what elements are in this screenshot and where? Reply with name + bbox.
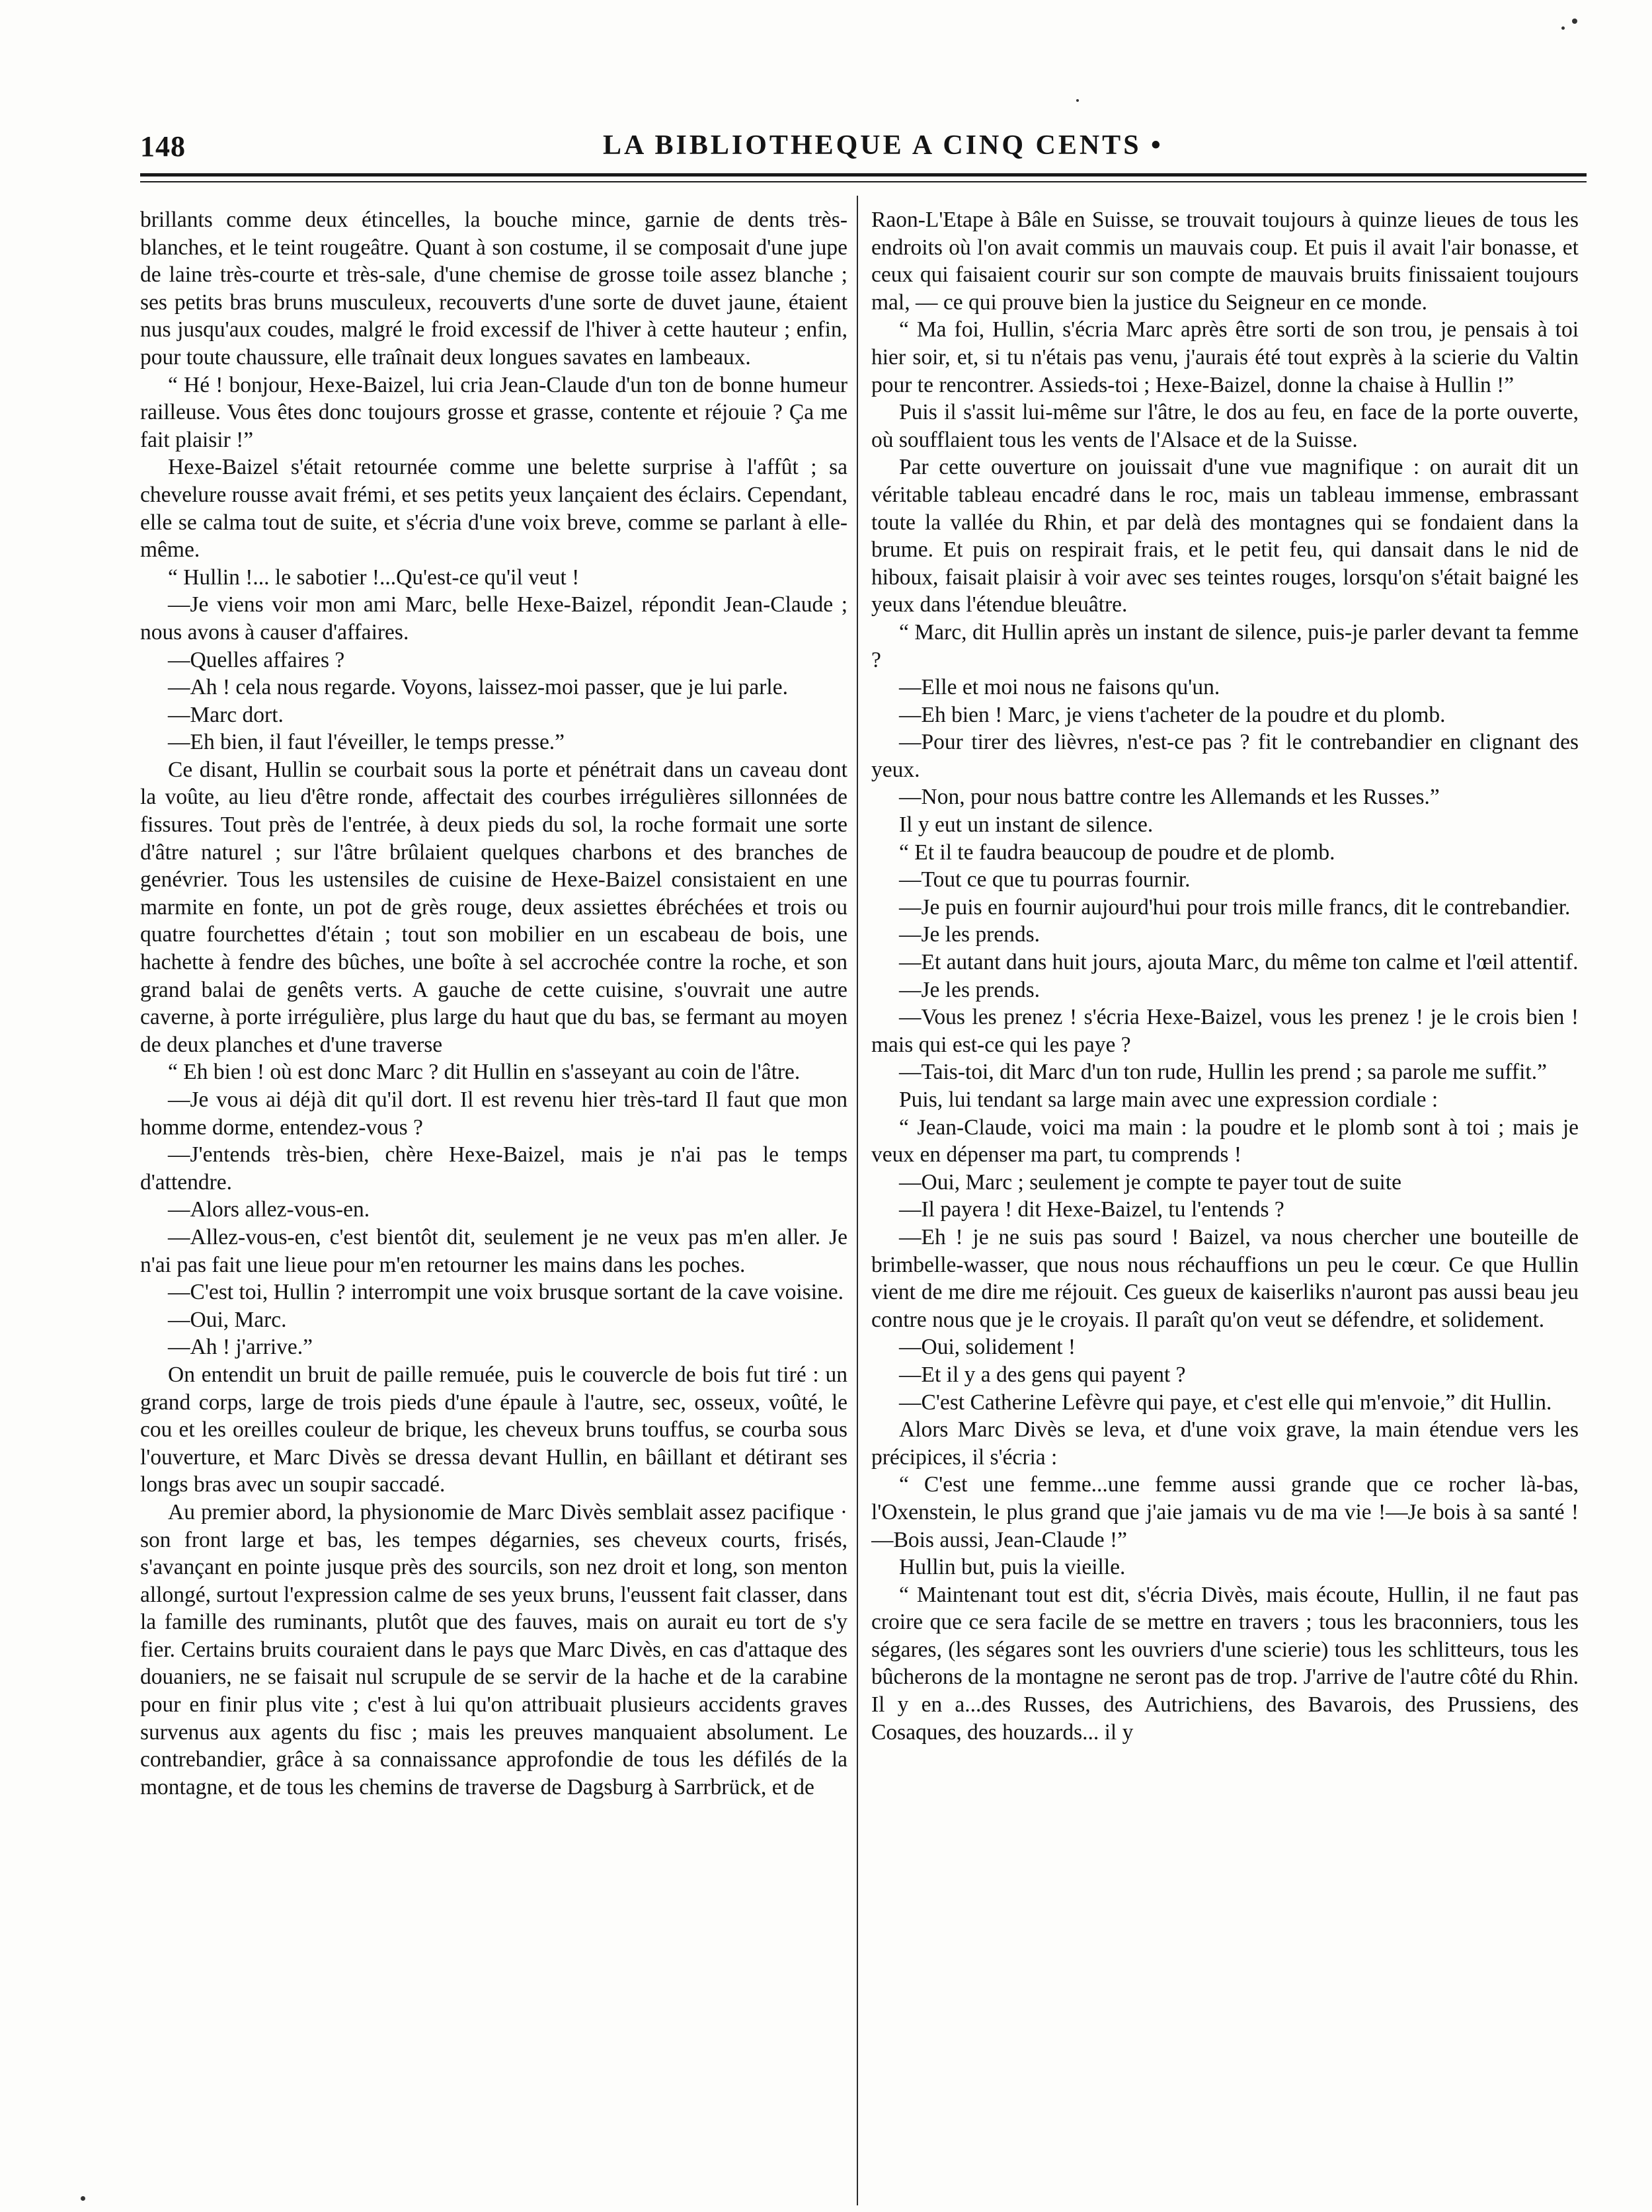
header-rule-thick [140,173,1587,177]
paragraph: —Ah ! j'arrive.” [168,1335,313,1360]
paragraph: —Je viens voir mon ami Marc, belle Hexe-Baizel, répondit Jean-Claude ; nous avons à causer d'affaires. [140,592,847,645]
paragraph: —Oui, solidement ! [899,1335,1076,1360]
paragraph: —Il payera ! dit Hexe-Baizel, tu l'entends ? [899,1197,1284,1222]
paragraph: —Allez-vous-en, c'est bientôt dit, seulement je ne veux pas m'en aller. Je n'ai pas fait une lieue pour m'en retourner les mains dans les poches. [140,1224,847,1277]
paragraph: —Eh bien, il faut l'éveiller, le temps presse.” [168,730,565,755]
paragraph: “ Marc, dit Hullin après un instant de silence, puis-je parler devant ta femme ? [871,619,1579,672]
paragraph: “ Hé ! bonjour, Hexe-Baizel, lui cria Jean-Claude d'un ton de bonne humeur railleuse. Vous êtes donc toujours grosse et grasse, contente et réjouie ? Ça me fait plaisir !” [140,372,847,452]
paragraph: —Oui, Marc ; seulement je compte te payer tout de suite [899,1169,1402,1195]
print-speck [81,2196,85,2201]
paragraph: —C'est Catherine Lefèvre qui paye, et c'est elle qui m'envoie,” dit Hullin. [899,1390,1552,1415]
paragraph: Hexe-Baizel s'était retournée comme une belette surprise à l'affût ; sa chevelure rousse avait frémi, et ses petits yeux lançaient des éclairs. Cependant, elle se calma tout de suite, et s'écria d'une voix breve, comme se parlant à elle-même. [140,455,847,563]
print-speck [1076,99,1079,102]
paragraph: —Et autant dans huit jours, ajouta Marc, du même ton calme et l'œil attentif. [899,950,1579,975]
paragraph: —Je vous ai déjà dit qu'il dort. Il est revenu hier très-tard Il faut que mon homme dorme, entendez-vous ? [140,1087,847,1140]
left-column [140,206,847,2196]
paragraph: “ Jean-Claude, voici ma main : la poudre et le plomb sont à toi ; mais je veux en dépenser ma part, tu comprends ! [871,1115,1579,1167]
column-divider [857,196,858,2205]
paragraph: —Quelles affaires ? [168,647,345,672]
paragraph: Par cette ouverture on jouissait d'une vue magnifique : on aurait dit un véritable tableau encadré dans le roc, mais un tableau immense, embrassant toute la vallée du Rhin, et par delà des montagnes qui se fondaient dans la brume. Et puis on respirait frais, et le petit feu, qui dansait dans le nid de hiboux, faisait plaisir à voir avec ses teintes rouges, lorsqu'on s'était baigné les yeux dans l'étendue bleuâtre. [871,455,1579,617]
paragraph: Alors Marc Divès se leva, et d'une voix grave, la main étendue vers les précipices, il s'écria : [871,1417,1579,1470]
paragraph: Il y eut un instant de silence. [899,812,1154,838]
paragraph: —Eh ! je ne suis pas sourd ! Baizel, va nous chercher une bouteille de brimbelle-wasser, que nous nous réchauffions un peu le cœur. Ce que Hullin vient de me dire me réjouit. Ces gueux de kaiserliks n'auront pas aussi beau jeu contre nous que je le croyais. Il paraît qu'on veut se défendre, et solidement. [871,1224,1579,1332]
paragraph: Au premier abord, la physionomie de Marc Divès semblait assez pacifique · son front large et bas, les tempes dégarnies, ses cheveux courts, frisés, s'avançant en pointe jusque près des sourcils, son nez droit et long, son menton allongé, surtout l'expression calme de ses yeux bruns, l'eussent fait classer, dans la famille des ruminants, plutôt que des fauves, mais on aurait eu tort de s'y fier. Certains bruits couraient dans le pays que Marc Divès, en cas d'attaque des douaniers, ne se faisait nul scrupule de se servir de la hache et de la carabine pour en finir plus vite ; c'est à lui qu'on attribuait plusieurs accidents graves survenus aux agents du fisc ; mais les preuves manquaient absolument. Le contrebandier, grâce à sa connaissance approfondie de tous les défilés de la montagne, et de tous les chemins de traverse de Dagsburg à Sarrbrück, et de [140,1499,847,1799]
paragraph: —Tout ce que tu pourras fournir. [899,867,1191,892]
paragraph: —Marc dort. [168,702,284,727]
paragraph: “ Maintenant tout est dit, s'écria Divès, mais écoute, Hullin, il ne faut pas croire que ce sera facile de se mettre en travers ; tous les braconniers, tous les ségares, (les ségares sont les ouvriers d'une scierie) tous les schlitteurs, tous les bûcherons de la montagne ne seront pas de trop. J'arrive de l'autre côté du Rhin. Il y en a...des Russes, des Autrichiens, des Bavarois, des Prussiens, des Cosaques, des houzards... il y [871,1582,1579,1745]
paragraph: “ Ma foi, Hullin, s'écria Marc après être sorti de son trou, je pensais à toi hier soir, et, si tu n'étais pas venu, j'aurais été tout exprès à la scierie du Valtin pour te rencontrer. Assieds-toi ; Hexe-Baizel, donne la chaise à Hullin !” [871,317,1579,397]
paragraph: —Vous les prenez ! s'écria Hexe-Baizel, vous les prenez ! je le crois bien ! mais qui est-ce qui les paye ? [871,1005,1579,1057]
paragraph: —J'entends très-bien, chère Hexe-Baizel, mais je n'ai pas le temps d'attendre. [140,1142,847,1195]
paragraph: —Je puis en fournir aujourd'hui pour trois mille francs, dit le contrebandier. [899,894,1571,920]
paragraph: Puis, lui tendant sa large main avec une expression cordiale : [899,1087,1438,1112]
running-title: LA BIBLIOTHEQUE A CINQ CENTS • [603,130,1163,161]
paragraph: —Pour tirer des lièvres, n'est-ce pas ? fit le contrebandier en clignant des yeux. [871,730,1579,782]
paragraph: “ Et il te faudra beaucoup de poudre et de plomb. [899,840,1335,865]
paragraph: Ce disant, Hullin se courbait sous la porte et pénétrait dans un caveau dont la voûte, au lieu d'être ronde, affectait des courbes irrégulières sillonnées de fissures. Tout près de l'entrée, à deux pieds du sol, la roche formait une sorte d'âtre naturel ; sur l'âtre brûlaient quelques charbons et des branches de genévrier. Tous les ustensiles de cuisine de Hexe-Baizel consistaient en une marmite en fonte, un pot de grès rouge, deux assiettes ébréchées et trois ou quatre fourchettes d'étain ; tout son mobilier en un escabeau de bois, une hachette à fendre des bûches, une boîte à sel accrochée contre la roche, et son grand balai de genêts verts. A gauche de cette cuisine, s'ouvrait une autre caverne, à porte irrégulière, plus large du haut que du bas, se fermant au moyen de deux planches et d'une traverse [140,757,847,1057]
page-number: 148 [140,130,186,163]
paragraph: —Je les prends. [899,977,1041,1002]
paragraph: —Alors allez-vous-en. [168,1197,370,1222]
paragraph: Raon-L'Etape à Bâle en Suisse, se trouvait toujours à quinze lieues de tous les endroits où l'on avait commis un mauvais coup. Et puis il avait l'air bonasse, et ceux qui faisaient courir sur son compte de mauvais bruits finissaient toujours mal, — ce qui prouve bien la justice du Seigneur en ce monde. [871,208,1579,315]
paragraph: —Eh bien ! Marc, je viens t'acheter de la poudre et du plomb. [899,702,1446,727]
paragraph: “ Eh bien ! où est donc Marc ? dit Hullin en s'asseyant au coin de l'âtre. [168,1060,801,1085]
paragraph: On entendit un bruit de paille remuée, puis le couvercle de bois fut tiré : un grand corps, large de trois pieds d'une épaule à l'autre, sec, osseux, voûté, le cou et les oreilles couleur de brique, les cheveux bruns touffus, se courba sous l'ouverture, et Marc Divès se dressa devant Hullin, en bâillant et détirant ses longs bras avec un soupir saccadé. [140,1362,847,1497]
paragraph: —Oui, Marc. [168,1307,287,1332]
paragraph: —Et il y a des gens qui payent ? [899,1362,1186,1387]
paragraph: —Tais-toi, dit Marc d'un ton rude, Hullin les prend ; sa parole me suffit.” [899,1060,1547,1085]
paragraph: Hullin but, puis la vieille. [899,1555,1126,1580]
paragraph: brillants comme deux étincelles, la bouche mince, garnie de dents très-blanches, et le teint rougeâtre. Quant à son costume, il se composait d'une jupe de laine très-courte et très-sale, d'une chemise de grosse toile assez blanche ; ses petits bras bruns musculeux, recouverts d'une sorte de duvet jaune, étaient nus jusqu'aux coudes, malgré le froid excessif de l'hiver à cette hauteur ; enfin, pour toute chaussure, elle traînait deux longues savates en lambeaux. [140,208,847,370]
paragraph: —C'est toi, Hullin ? interrompit une voix brusque sortant de la cave voisine. [168,1280,844,1305]
paragraph: —Ah ! cela nous regarde. Voyons, laissez-moi passer, que je lui parle. [168,675,788,700]
paragraph: —Non, pour nous battre contre les Allemands et les Russes.” [899,785,1440,810]
print-speck [1561,26,1565,30]
paragraph: “ Hullin !... le sabotier !...Qu'est-ce qu'il veut ! [168,565,580,590]
paragraph: —Je les prends. [899,922,1041,947]
paragraph: —Elle et moi nous ne faisons qu'un. [899,675,1220,700]
header-rule-thin [140,181,1587,182]
paragraph: Puis il s'assit lui-même sur l'âtre, le dos au feu, en face de la porte ouverte, où soufflaient tous les vents de l'Alsace et de la Suisse. [871,400,1579,452]
page-header [140,130,1587,169]
paragraph: “ C'est une femme...une femme aussi grande que ce rocher là-bas, l'Oxenstein, le plus grand que j'aie jamais vu de ma vie !—Je bois à sa santé !—Bois aussi, Jean-Claude !” [871,1472,1579,1552]
print-speck [1572,19,1577,24]
right-column [871,206,1579,2196]
